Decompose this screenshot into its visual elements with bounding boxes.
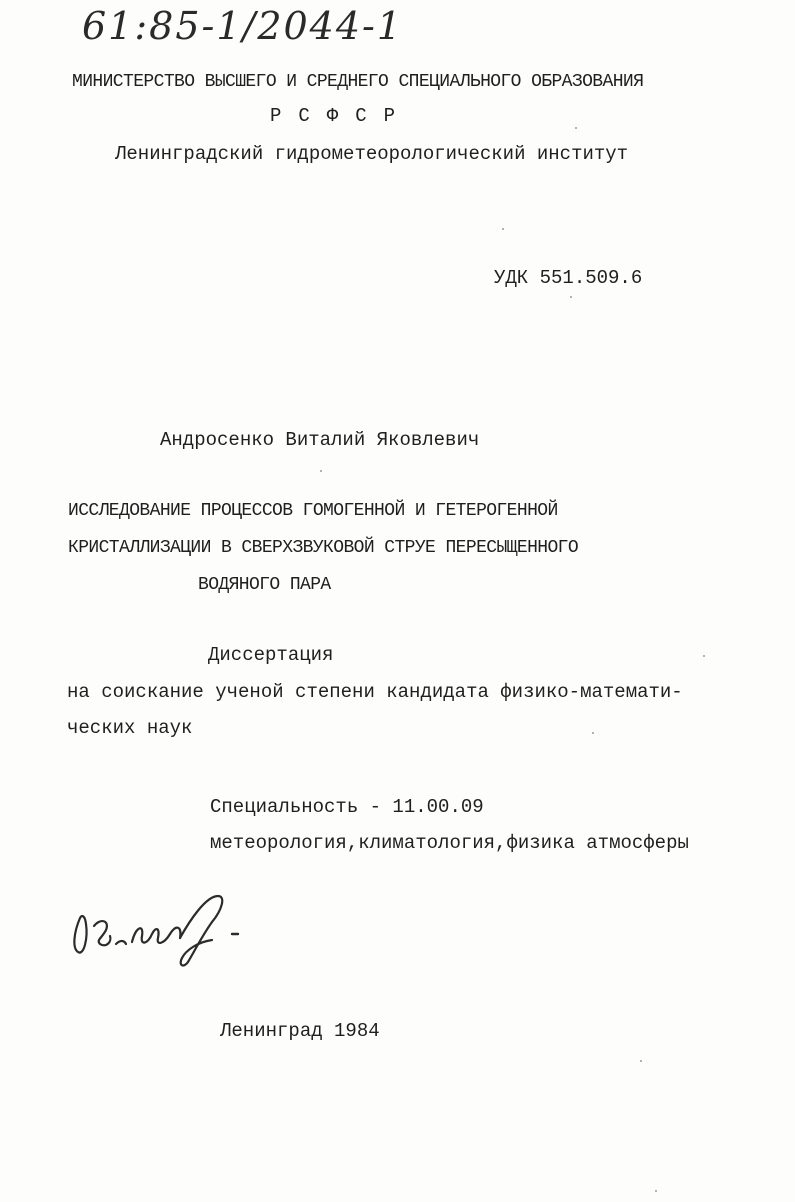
republic-heading: РСФСР bbox=[270, 105, 413, 127]
author-name: Андросенко Виталий Яковлевич bbox=[160, 429, 480, 451]
scan-speck bbox=[703, 655, 705, 657]
title-line-2: КРИСТАЛЛИЗАЦИИ В СВЕРХЗВУКОВОЙ СТРУЕ ПЕРЕСЫЩЕННОГО bbox=[68, 538, 579, 558]
scan-speck bbox=[570, 296, 572, 298]
scan-speck bbox=[655, 1190, 657, 1192]
work-type-line-1: на соискание ученой степени кандидата физико-математи- bbox=[67, 681, 683, 703]
work-type-line-2: ческих наук bbox=[67, 717, 193, 739]
work-type-label: Диссертация bbox=[208, 644, 334, 666]
scan-speck bbox=[575, 127, 577, 129]
scan-speck bbox=[502, 228, 504, 230]
title-line-3: ВОДЯНОГО ПАРА bbox=[198, 575, 331, 595]
scan-speck bbox=[640, 1060, 642, 1062]
ministry-heading: МИНИСТЕРСТВО ВЫСШЕГО И СРЕДНЕГО СПЕЦИАЛЬНОГО ОБРАЗОВАНИЯ bbox=[72, 72, 644, 92]
scan-speck bbox=[592, 732, 594, 734]
institute-name: Ленинградский гидрометеорологический институт bbox=[115, 143, 629, 165]
udk-code: УДК 551.509.6 bbox=[494, 267, 643, 289]
city-year: Ленинград 1984 bbox=[220, 1020, 380, 1042]
scan-speck bbox=[320, 470, 322, 472]
specialty-line-1: Специальность - 11.00.09 bbox=[210, 796, 484, 818]
author-signature bbox=[66, 890, 256, 970]
archive-number: 61:85-1/2044-1 bbox=[82, 4, 404, 48]
title-line-1: ИССЛЕДОВАНИЕ ПРОЦЕССОВ ГОМОГЕННОЙ И ГЕТЕРОГЕННОЙ bbox=[68, 501, 558, 521]
specialty-line-2: метеорология,климатология,физика атмосферы bbox=[210, 832, 689, 854]
